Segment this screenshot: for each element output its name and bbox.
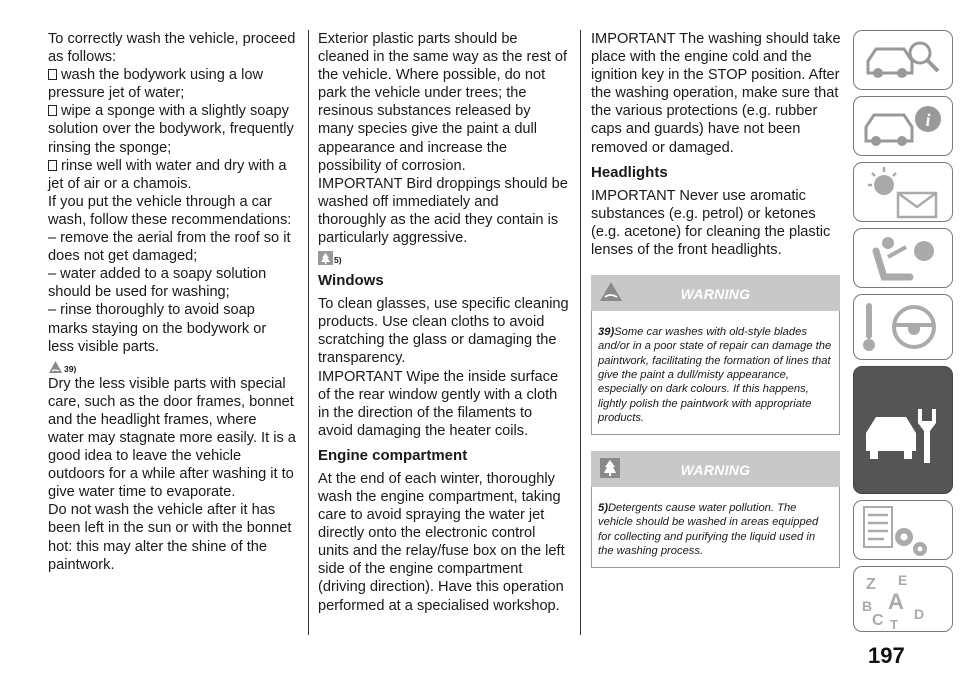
bullet-box-icon	[48, 105, 57, 116]
dash-item: – rinse thoroughly to avoid soap marks staying on the bodywork or less visible parts.	[48, 302, 267, 355]
warning-body	[591, 495, 840, 568]
windows-text: To clean glasses, use specific cleaning products. Use clean cloths to avoid scratching the glass or damaging the transparency.	[318, 296, 569, 367]
rear-window-text: IMPORTANT Wipe the inside surface of the rear window gently with a cloth in the direction of the filaments to avoid damaging the heater coils.	[318, 368, 559, 439]
alphabet-index-icon	[854, 567, 953, 632]
warning-lights-tab[interactable]	[853, 162, 953, 222]
warning-title: WARNING	[680, 286, 751, 303]
warning-number: 39)	[598, 326, 615, 339]
svg-text:i: i	[925, 110, 931, 130]
warning-reference[interactable]	[48, 358, 296, 374]
index-letter: E	[898, 572, 908, 588]
list-gears-icon	[854, 501, 953, 560]
warning-number: 5)	[598, 502, 608, 515]
column-1	[48, 30, 296, 574]
warning-text: Some car washes with old-style blades and/or in a poor state of repair can damage the paintwork, facilitating the formation of lines that give the paint a dull/misty appearance, especially on dark colours. If this happens, lightly polish the paintwork with appropriate products.	[598, 326, 832, 424]
car-wash-intro: If you put the vehicle through a car wash, follow these recommendations:	[48, 193, 292, 228]
car-wrench-icon	[854, 367, 953, 494]
index-letter: Z	[866, 576, 876, 593]
index-letter: B	[862, 598, 873, 614]
index-tab[interactable]	[853, 566, 953, 632]
sun-warning-text: Do not wash the vehicle after it has been left in the sun or with the bonnet hot: this may alter the shine of the paintwork.	[48, 502, 292, 573]
warning-body	[591, 319, 840, 435]
headlights-text: IMPORTANT Never use aromatic substances (e.g. petrol) or ketones (e.g. acetone) for cleaning the plastic lenses of the front headlights.	[591, 187, 831, 258]
warning-header	[591, 451, 840, 487]
key-steering-wheel-icon	[854, 295, 953, 360]
reference-number: 39)	[64, 363, 77, 374]
car-search-icon	[854, 31, 953, 90]
column-2	[318, 30, 570, 615]
engine-compartment-heading: Engine compartment	[318, 446, 468, 464]
bird-droppings-text: IMPORTANT Bird droppings should be washed off immediately and thoroughly as the acid they contain is particularly aggressive.	[318, 175, 568, 247]
dash-item: – water added to a soapy solution should be used for washing;	[48, 266, 267, 301]
starting-driving-tab[interactable]	[853, 294, 953, 360]
bullet-item: wash the bodywork using a low pressure jet of water;	[48, 67, 263, 102]
dash-item: – remove the aerial from the roof so it does not get damaged;	[48, 230, 291, 265]
less-visible-parts-text: Dry the less visible parts with special care, such as the door frames, bonnet and the headlight frames, where water may stagnate more easily. It is a good idea to leave the vehicle outdoors for a while after washing it to give water time to evaporate.	[48, 375, 296, 501]
exterior-plastic-text: Exterior plastic parts should be cleaned in the same way as the rest of the vehicle. Where possible, do not park the vehicle under trees; the resinous substances released by many species give the paint a dull appearance and increase the possibility of corrosion.	[318, 31, 568, 174]
index-letter: D	[914, 606, 925, 622]
washing-important-text: IMPORTANT The washing should take place with the engine cold and the ignition key in the STOP position. After the washing operation, make sure that the various protections (e.g. rubber caps and guards) have not been removed or damaged.	[591, 31, 841, 156]
headlights-heading: Headlights	[591, 163, 668, 181]
warning-box-1	[591, 275, 840, 435]
bullet-box-icon	[48, 69, 57, 80]
column-divider	[308, 30, 309, 635]
bullet-box-icon	[48, 160, 57, 171]
bullet-item: rinse well with water and dry with a jet of air or a chamois.	[48, 157, 287, 192]
warning-text: Detergents cause water pollution. The vehicle should be washed in areas equipped for collecting and purifying the liquid used in the washing process.	[598, 502, 819, 557]
technical-data-tab[interactable]	[853, 500, 953, 560]
engine-compartment-text: At the end of each winter, thoroughly wash the engine compartment, taking care to avoid spraying the water jet directly onto the electronic control units and the relay/fuse box on the left side of the engine compartment (driving direction). Have this operation performed at a specialised workshop.	[318, 470, 565, 614]
warning-triangle-icon	[48, 360, 63, 374]
column-divider	[580, 30, 581, 635]
car-info-tab[interactable]	[853, 96, 953, 156]
bullet-item: wipe a sponge with a slightly soapy solution over the bodywork, frequently rinsing the sponge;	[48, 103, 294, 156]
warning-box-2	[591, 451, 840, 568]
warning-lights-envelope-icon	[854, 163, 953, 222]
column-3	[591, 30, 843, 568]
environment-reference[interactable]	[318, 249, 570, 265]
car-info-icon	[854, 97, 953, 156]
car-search-tab[interactable]	[853, 30, 953, 90]
safety-tab[interactable]	[853, 228, 953, 288]
tree-icon	[318, 251, 333, 265]
reference-number: 5)	[334, 255, 342, 266]
index-letter: C	[872, 612, 884, 629]
page-number: 197	[868, 643, 905, 668]
windows-heading: Windows	[318, 272, 384, 290]
warning-header	[591, 275, 840, 311]
intro-text: To correctly wash the vehicle, proceed as follows:	[48, 31, 296, 66]
seat-airbag-icon	[854, 229, 953, 288]
warning-title: WARNING	[680, 462, 751, 479]
index-letter: A	[888, 589, 904, 614]
index-letter: T	[890, 617, 898, 632]
maintenance-tab[interactable]	[853, 366, 953, 494]
